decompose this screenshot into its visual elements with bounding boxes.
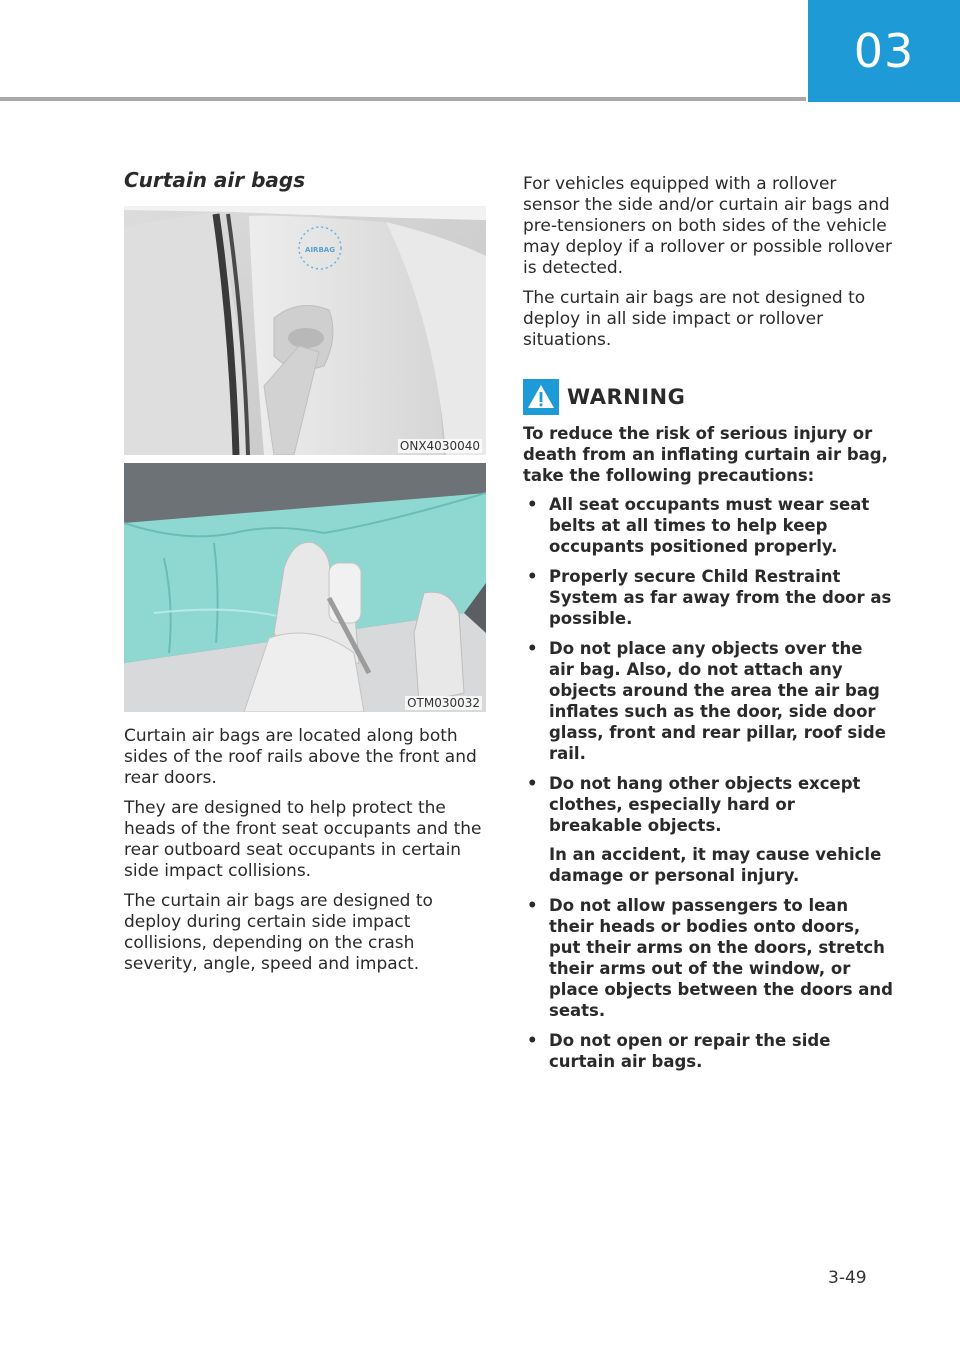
- warning-intro: To reduce the risk of serious injury or death from an inflating curtain air bag, take the following precautions:: [523, 424, 888, 485]
- figure2-code: OTM030032: [407, 696, 480, 710]
- airbag-label: AIRBAG: [305, 246, 335, 254]
- section-title: Curtain air bags: [124, 168, 306, 192]
- warning-item: • Do not open or repair the side curtain air bags.: [527, 1031, 831, 1071]
- left-column: [124, 168, 488, 984]
- paragraph-deploy: The curtain air bags are designed to deploy during certain side impact collisions, depending on the crash severity, angle, speed and impact.: [124, 891, 433, 974]
- right-column: [523, 174, 893, 1081]
- paragraph-not-designed: The curtain air bags are not designed to deploy in all side impact or rollover situations.: [523, 288, 866, 350]
- figure-curtain-airbag: [124, 463, 486, 712]
- warning-header: [523, 379, 893, 415]
- paragraph-rollover: For vehicles equipped with a rollover sensor the side and/or curtain air bags and pre-tensioners on both sides of the vehicle may deploy if a rollover or possible rollover is detected.: [523, 174, 892, 278]
- warning-triangle-icon: [523, 379, 559, 415]
- warning-item-extra: In an accident, it may cause vehicle damage or personal injury.: [549, 845, 882, 885]
- chapter-tab: [808, 0, 960, 102]
- header-rule: [0, 97, 806, 101]
- paragraph-location: Curtain air bags are located along both sides of the roof rails above the front and rear doors.: [124, 726, 477, 788]
- paragraph-purpose: They are designed to help protect the heads of the front seat occupants and the rear outboard seat occupants in certain side impact collisions.: [124, 798, 482, 881]
- pillar-illustration: [124, 206, 486, 455]
- curtain-airbag-illustration: [124, 463, 486, 712]
- warning-item: • Properly secure Child Restraint System as far away from the door as possible.: [527, 567, 892, 628]
- warning-item: • Do not place any objects over the air bag. Also, do not attach any objects around the area the air bag inflates such as the door, side door glass, front and rear pillar, roof side rail.: [527, 639, 886, 763]
- chapter-number: 03: [853, 24, 915, 78]
- warning-item: • Do not allow passengers to lean their heads or bodies onto doors, put their arms on the doors, stretch their arms out of the window, or place objects between the doors and seats.: [527, 896, 893, 1020]
- warning-title: WARNING: [567, 385, 686, 409]
- page-number: 3-49: [828, 1268, 867, 1288]
- warning-item: • Do not hang other objects except clothes, especially hard or breakable objects. In an accident, it may cause vehicle damage or personal injury.: [523, 773, 893, 886]
- figure1-code: ONX4030040: [399, 439, 480, 453]
- warning-item: • All seat occupants must wear seat belts at all times to help keep occupants positioned properly.: [527, 495, 870, 556]
- figure-pillar-airbag: [124, 206, 486, 455]
- warning-list: [523, 494, 893, 1072]
